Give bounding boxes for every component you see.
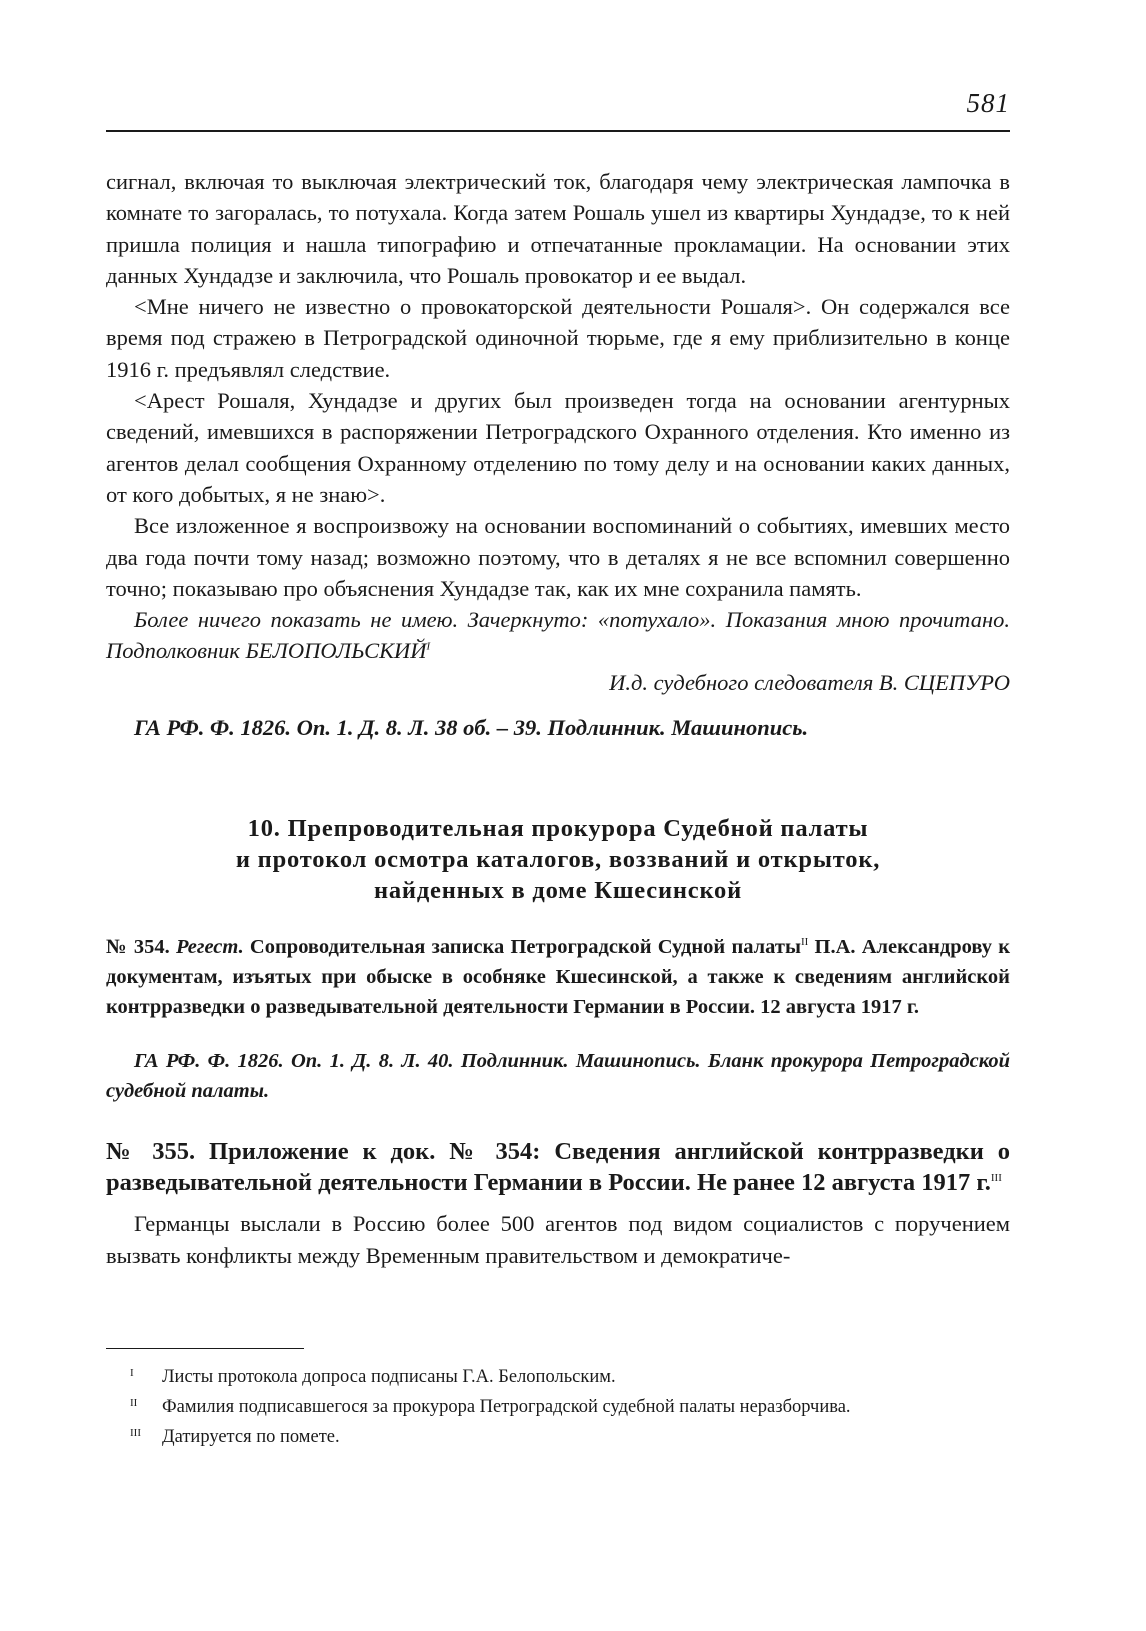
- section-title: [106, 813, 1010, 906]
- section-title-line-3: найденных в доме Кшесинской: [373, 877, 743, 905]
- doc-355-heading: [106, 1136, 1010, 1198]
- doc-354-regest: Регест.: [176, 936, 244, 959]
- archive-source: ГА РФ. Ф. 1826. Оп. 1. Д. 8. Л. 38 об. – 39. Подлинник. Машинопись.: [134, 715, 809, 741]
- paragraph-1: сигнал, включая то выключая электрический ток, благодаря чему электрическая лампочка в комнате то загоралась, то потухала. Когда затем Рошаль ушел из квартиры Хундадзе, то к ней пришла полиция и нашла типографию и отпечатанные прокламации. На основании этих данных Хундадзе и заключила, что Рошаль провокатор и ее выдал.: [106, 169, 1010, 288]
- signature: И.д. судебного следователя В. СЦЕПУРО: [609, 669, 1010, 695]
- footnote-ref-3: III: [990, 1172, 1002, 1185]
- closing-text: Более ничего показать не имею. Зачеркнуто: «потухало». Показания мною прочитано. Подполковник БЕЛОПОЛЬСКИЙ: [106, 607, 1010, 664]
- footnote-item: [130, 1392, 1010, 1422]
- closing-statement: [106, 604, 1010, 667]
- doc-354-text-b: П.А. Александрову к документам, изъятых при обыске в особняке Кшесинской, а также к сведениям английской контрразведки о разведывательной деятельности Германии в России. 12 августа 1917 г.: [106, 936, 1011, 1019]
- footnote-text: Фамилия подписавшегося за прокурора Петроградской судебной палаты неразборчива.: [162, 1397, 851, 1417]
- doc-354-text-a: Сопроводительная записка Петроградской Судной палаты: [249, 936, 801, 959]
- footnotes: [130, 1362, 1010, 1452]
- footnote-ref-1: I: [426, 640, 431, 653]
- doc-354-source: ГА РФ. Ф. 1826. Оп. 1. Д. 8. Л. 40. Подлинник. Машинопись. Бланк прокурора Петроградской судебной палаты.: [106, 1050, 1010, 1103]
- paragraph-4: Все изложенное я воспроизвожу на основании воспоминаний о событиях, имевших место два года почти тому назад; возможно поэтому, что в деталях я не все вспомнил совершенно точно; показываю про объяснения Хундадзе так, как их мне сохранила память.: [106, 513, 1010, 601]
- footnote-text: Датируется по помете.: [162, 1427, 340, 1447]
- footnote-text: Листы протокола допроса подписаны Г.А. Белопольским.: [162, 1367, 616, 1387]
- section-title-line-2: и протокол осмотра каталогов, воззваний и открыток,: [235, 846, 881, 874]
- doc-355-text: Германцы выслали в Россию более 500 агентов под видом социалистов с поручением вызвать конфликты между Временным правительством и демократиче-: [106, 1211, 1010, 1268]
- footnote-mark: II: [130, 1397, 138, 1409]
- header-rule: [106, 130, 1010, 132]
- footnote-item: [130, 1422, 1010, 1452]
- footnote-ref-2: II: [800, 936, 809, 949]
- footnote-mark: I: [130, 1367, 134, 1379]
- paragraph-3: <Арест Рошаля, Хундадзе и других был произведен тогда на основании агентурных сведений, имевшихся в распоряжении Петроградского Охранного отделения. Кто именно из агентов делал сообщения Охранному отделению по тому делу и на основании каких данных, от кого добытых, я не знаю>.: [106, 388, 1010, 507]
- footnote-item: [130, 1362, 1010, 1392]
- doc-355-heading-text: № 355. Приложение к док. № 354: Сведения английской контрразведки о разведывательной деятельности Германии в России. Не ранее 12 августа 1917 г.: [106, 1138, 1010, 1197]
- page-number: 581: [966, 88, 1010, 118]
- section-title-line-1: 10. Препроводительная прокурора Судебной палаты: [247, 815, 869, 843]
- doc-354-entry: [106, 932, 1010, 1022]
- paragraph-2: <Мне ничего не известно о провокаторской деятельности Рошаля>. Он содержался все время под стражею в Петроградской одиночной тюрьме, где я ему приблизительно в конце 1916 г. предъявлял следствие.: [106, 294, 1010, 382]
- page-content: [106, 166, 1010, 1271]
- doc-354-number: № 354.: [106, 936, 170, 959]
- footnote-mark: III: [130, 1427, 141, 1439]
- footnote-rule: [106, 1348, 304, 1349]
